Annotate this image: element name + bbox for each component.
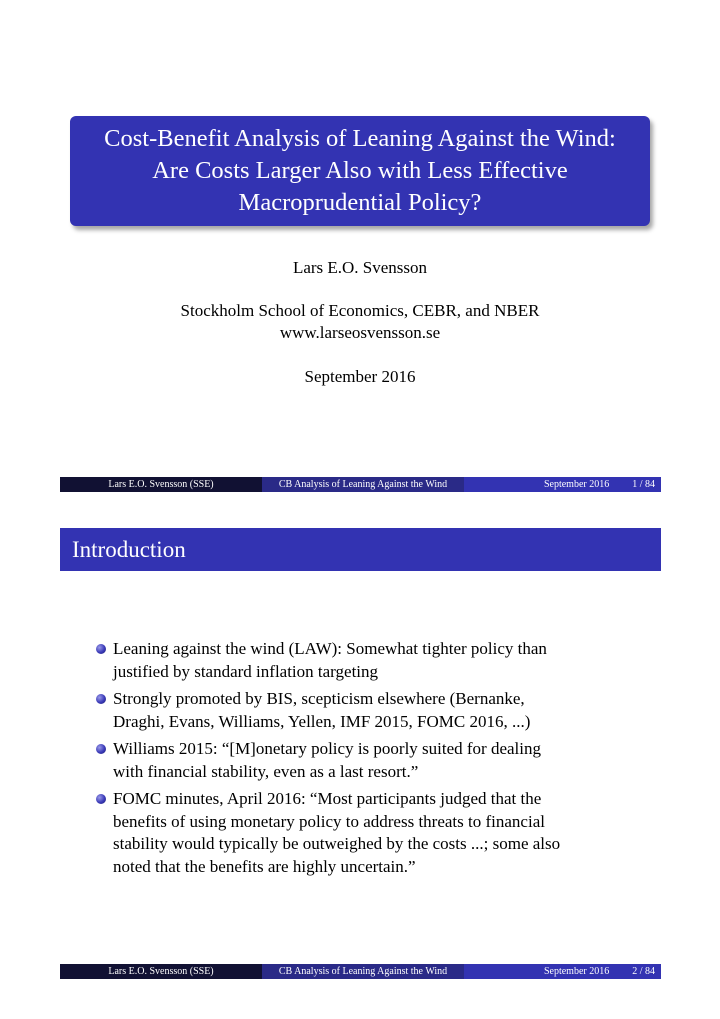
bullet-list	[95, 638, 655, 883]
author: Lars E.O. Svensson	[292, 258, 428, 277]
bullet-line: noted that the benefits are highly uncertain.”	[113, 856, 416, 876]
bullet-line: FOMC minutes, April 2016: “Most participants judged that the	[113, 789, 542, 808]
presentation-date: September 2016	[304, 367, 416, 386]
footer-page-number: 1 / 84	[632, 479, 655, 490]
list-item	[95, 688, 655, 733]
footer-author: Lars E.O. Svensson (SSE)	[60, 964, 262, 979]
footer-short-title: CB Analysis of Leaning Against the Wind	[262, 964, 464, 979]
bullet-ball-icon	[96, 694, 106, 704]
title-block	[70, 116, 650, 226]
bullet-line: Draghi, Evans, Williams, Yellen, IMF 2015, FOMC 2016, ...)	[113, 711, 531, 731]
footer-date: September 2016	[543, 966, 610, 977]
bullet-line: with financial stability, even as a last resort.”	[113, 761, 419, 781]
bullet-ball-icon	[96, 744, 106, 754]
bullet-ball-icon	[96, 644, 106, 654]
affiliation: Stockholm School of Economics, CEBR, and NBER	[180, 301, 540, 320]
title-line-3: Macroprudential Policy?	[238, 189, 482, 216]
footer-page-number: 2 / 84	[632, 966, 655, 977]
bullet-line: stability would typically be outweighed by the costs ...; some also	[113, 834, 561, 853]
frame-title-text: Introduction	[72, 537, 186, 562]
title-line-2: Are Costs Larger Also with Less Effective	[152, 157, 568, 184]
list-item	[95, 738, 655, 783]
footer-date: September 2016	[543, 479, 610, 490]
frame-title	[60, 528, 661, 571]
list-item	[95, 638, 655, 683]
footer-right	[464, 477, 661, 492]
footer-slide-1	[60, 477, 661, 492]
website-link[interactable]: www.larseosvensson.se	[279, 323, 441, 342]
bullet-line: justified by standard inflation targeting	[113, 661, 379, 681]
title-line-1: Cost-Benefit Analysis of Leaning Against the Wind:	[104, 125, 616, 152]
bullet-line: benefits of using monetary policy to address threats to financial	[113, 811, 545, 831]
footer-author: Lars E.O. Svensson (SSE)	[60, 477, 262, 492]
bullet-line: Strongly promoted by BIS, scepticism elsewhere (Bernanke,	[113, 689, 525, 708]
bullet-ball-icon	[96, 794, 106, 804]
bullet-line: Williams 2015: “[M]onetary policy is poorly suited for dealing	[113, 739, 542, 758]
list-item	[95, 788, 655, 878]
footer-slide-2	[60, 964, 661, 979]
footer-right	[464, 964, 661, 979]
footer-short-title: CB Analysis of Leaning Against the Wind	[262, 477, 464, 492]
bullet-line: Leaning against the wind (LAW): Somewhat tighter policy than	[113, 639, 547, 658]
